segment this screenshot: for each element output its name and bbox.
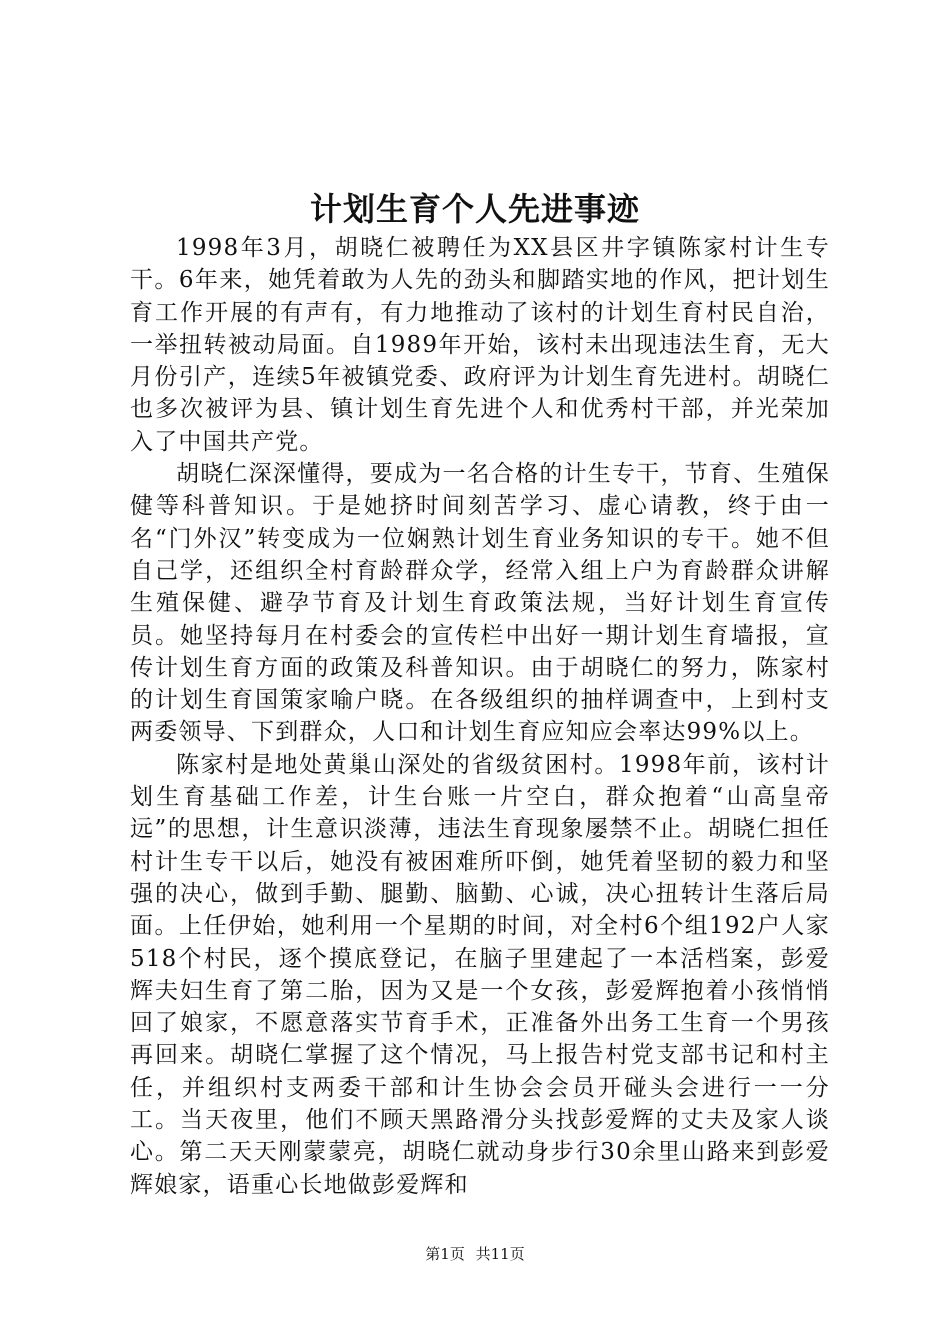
document-title: 计划生育个人先进事迹 bbox=[309, 190, 640, 228]
paragraph-1: 1998年3月，胡晓仁被聘任为XX县区井字镇陈家村计生专干。6年来，她凭着敢为人先的劲头和脚踏实地的作风，把计划生育工作开展的有声有，有力地推动了该村的计划生育村民自治，一举扭转被动局面。自1989年开始，该村未出现违法生育，无大月份引产，连续5年被镇党委、政府评为计划生育先进村。胡晓仁也多次被评为县、镇计划生育先进个人和优秀村干部，并光荣加入了中国共产党。 bbox=[130, 235, 830, 455]
document-body bbox=[130, 232, 830, 1201]
page-total: 共11页 bbox=[475, 1245, 525, 1263]
paragraph-3: 陈家村是地处黄巢山深处的省级贫困村。1998年前，该村计划生育基础工作差，计生台账一片空白，群众抱着“山高皇帝远”的思想，计生意识淡薄，违法生育现象屡禁不止。胡晓仁担任村计生专干以后，她没有被困难所吓倒，她凭着坚韧的毅力和坚强的决心，做到手勤、腿勤、脑勤、心诚，决心扭转计生落后局面。上任伊始，她利用一个星期的时间，对全村6个组192户人家518个村民，逐个摸底登记，在脑子里建起了一本活档案，彭爱辉夫妇生育了第二胎，因为又是一个女孩，彭爱辉抱着小孩悄悄回了娘家，不愿意落实节育手术，正准备外出务工生育一个男孩再回来。胡晓仁掌握了这个情况，马上报告村党支部书记和村主任，并组织村支两委干部和计生协会会员开碰头会进行一一分工。当天夜里，他们不顾天黑路滑分头找彭爱辉的丈夫及家人谈心。第二天天刚蒙蒙亮，胡晓仁就动身步行30余里山路来到彭爱辉娘家，语重心长地做彭爱辉和 bbox=[130, 751, 830, 1198]
page-number: 第1页 bbox=[425, 1245, 465, 1263]
paragraph-2: 胡晓仁深深懂得，要成为一名合格的计生专干，节育、生殖保健等科普知识。于是她挤时间刻苦学习、虚心请教，终于由一名“门外汉”转变成为一位娴熟计划生育业务知识的专干。她不但自己学，还组织全村育龄群众学，经常入组上户为育龄群众讲解生殖保健、避孕节育及计划生育政策法规，当好计划生育宣传员。她坚持每月在村委会的宣传栏中出好一期计划生育墙报，宣传计划生育方面的政策及科普知识。由于胡晓仁的努力，陈家村的计划生育国策家喻户晓。在各级组织的抽样调查中，上到村支两委领导、下到群众，人口和计划生育应知应会率达99%以上。 bbox=[130, 461, 830, 746]
page-footer bbox=[0, 1244, 950, 1264]
